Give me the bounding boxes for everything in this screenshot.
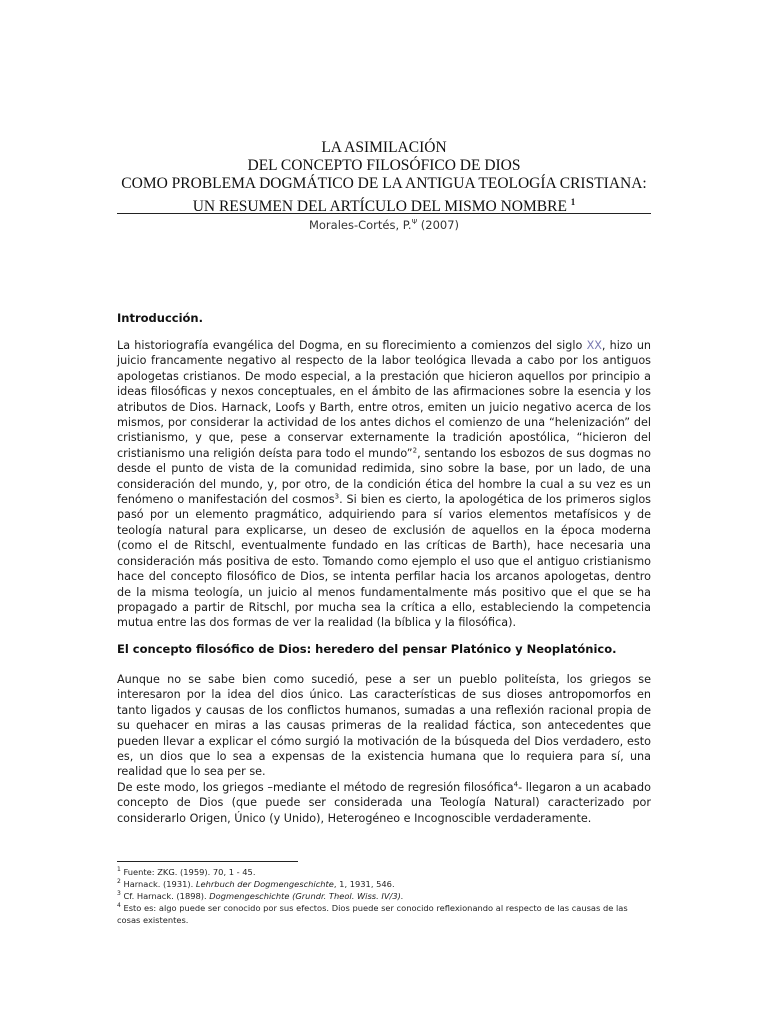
title-line-4-text: UN RESUMEN DEL ARTÍCULO DEL MISMO NOMBRE xyxy=(192,198,567,216)
concepto-paragraph-2 xyxy=(117,780,651,826)
footnote-3 xyxy=(117,890,651,902)
concepto-paragraph-1: Aunque no se sabe bien como sucedió, pese a ser un pueblo politeísta, los griegos se interesaron por la idea del dios único. Las características de sus dioses antropomorfos en tanto ligados y causas de los conflictos humanos, sumadas a una reflexión racional propia de su quehacer en miras a las causas primeras de la realidad fáctica, son antecedentes que pueden llevar a explicar el cómo surgió la motivación de la búsqueda del Dios verdadero, esto es, un dios que lo sea a expensas de la existencia humana que lo requiera para sí, una realidad que lo sea per se. xyxy=(117,673,651,779)
document-page xyxy=(117,0,651,1024)
intro-paragraph xyxy=(117,338,651,631)
title-line-3: COMO PROBLEMA DOGMÁTICO DE LA ANTIGUA TEOLOGÍA CRISTIANA: xyxy=(121,175,647,192)
title-line-2: DEL CONCEPTO FILOSÓFICO DE DIOS xyxy=(247,157,521,174)
title-footnote-mark[interactable]: 1 xyxy=(570,197,576,207)
footnote-3-title: Dogmengeschichte (Grundr. Theol. Wiss. IV/3). xyxy=(209,891,404,901)
intro-text-d: . Si bien es cierto, la apologética de los primeros siglos pasó por un elemento pragmático, adquiriendo para sí varios elementos metafísicos y de teología natural para explicarse, un deseo de exclusión de aquellos en la época moderna (como el de Ritschl, eventualmente fundado en las críticas de Barth), hace necesaria una consideración más positiva de esto. Tomando como ejemplo el uso que el antiguo cristianismo hace del concepto filosófico de Dios, se intenta perfilar hacia los arcanos apologetas, dentro de la misma teología, un juicio al menos fundamentalmente más positivo que el que se ha propagado a partir de Ritschl, por mucha sea la crítica a ello, estableciendo la competencia mutua entre las dos formas de ver la realidad (la bíblica y la filosófica). xyxy=(117,493,651,630)
section-heading-introduccion: Introducción. xyxy=(117,311,203,325)
footnotes xyxy=(117,866,651,926)
author-name: Morales-Cortés, P. xyxy=(308,218,412,232)
footnote-ref-4[interactable]: 4 xyxy=(513,780,519,789)
concepto-text-a: De este modo, los griegos –mediante el método de regresión filosófica xyxy=(117,780,514,794)
footnote-1-mark: 1 xyxy=(117,866,121,874)
section-heading-concepto: El concepto filosófico de Dios: heredero del pensar Platónico y Neoplatónico. xyxy=(117,642,617,656)
footnote-4-mark: 4 xyxy=(117,902,121,910)
footnote-3-pre: Cf. Harnack. (1898). xyxy=(120,891,210,901)
title-divider xyxy=(117,213,651,214)
intro-text-c: , sentando los esbozos de sus dogmas no desde el punto de vista de la comunidad redimida, sino sobre la base, por un lado, de una consideración del mundo, y, por otro, de la condición ética del hombre la cual a su vez es un fenómeno o manifestación del cosmos xyxy=(117,446,651,507)
footnote-1-text: Fuente: ZKG. (1959). 70, 1 - 45. xyxy=(120,867,256,877)
intro-text-b: , hizo un juicio francamente negativo al respecto de la labor teológica llevada a cabo por los antiguos apologetas cristianos. De modo especial, a la prestación que hicieron aquellos por principio a ideas filosóficas y nexos conceptuales, en el ámbito de las afirmaciones sobre la esencia y los atributos de Dios. Harnack, Loofs y Barth, entre otros, emiten un juicio negativo acerca de los mismos, por considerar la actividad de los antes dichos el comienzo de una “helenización” del cristianismo, y que, pese a conservar externamente la tradición apostólica, “hicieron del cristianismo una religión deísta para todo el mundo” xyxy=(117,339,651,460)
author-year: (2007) xyxy=(420,218,460,232)
concepto-text-b: - llegaron a un acabado concepto de Dios (que puede ser considerada una Teología Natural) caracterizado por considerarlo Origen, Único (y Unido), Heterogéneo e Incognoscible verdaderamente. xyxy=(117,780,651,825)
title-line-1: LA ASIMILACIÓN xyxy=(321,139,447,156)
footnote-4 xyxy=(117,902,651,926)
footnote-2-title: Lehrbuch der Dogmengeschichte xyxy=(195,879,334,889)
footnote-divider xyxy=(117,861,298,862)
footnote-2 xyxy=(117,878,651,890)
footnote-2-post: , 1, 1931, 546. xyxy=(333,879,395,889)
author-line xyxy=(117,218,651,232)
footnote-4-text: Esto es: algo puede ser conocido por sus efectos. Dios puede ser conocido reflexionando al respecto de las causas de las cosas existentes. xyxy=(117,903,628,925)
footnote-1 xyxy=(117,866,651,878)
footnote-3-mark: 3 xyxy=(117,890,121,898)
footnote-2-pre: Harnack. (1931). xyxy=(120,879,196,889)
intro-text-a: La historiografía evangélica del Dogma, en su florecimiento a comienzos del siglo xyxy=(117,339,587,352)
document-title xyxy=(117,139,651,216)
footnote-ref-2[interactable]: 2 xyxy=(412,446,418,455)
century-numeral: XX xyxy=(586,339,602,352)
footnote-2-mark: 2 xyxy=(117,878,121,886)
footnote-ref-3[interactable]: 3 xyxy=(334,492,340,501)
concepto-paragraph xyxy=(117,672,651,826)
author-mark: Ψ xyxy=(411,218,418,227)
